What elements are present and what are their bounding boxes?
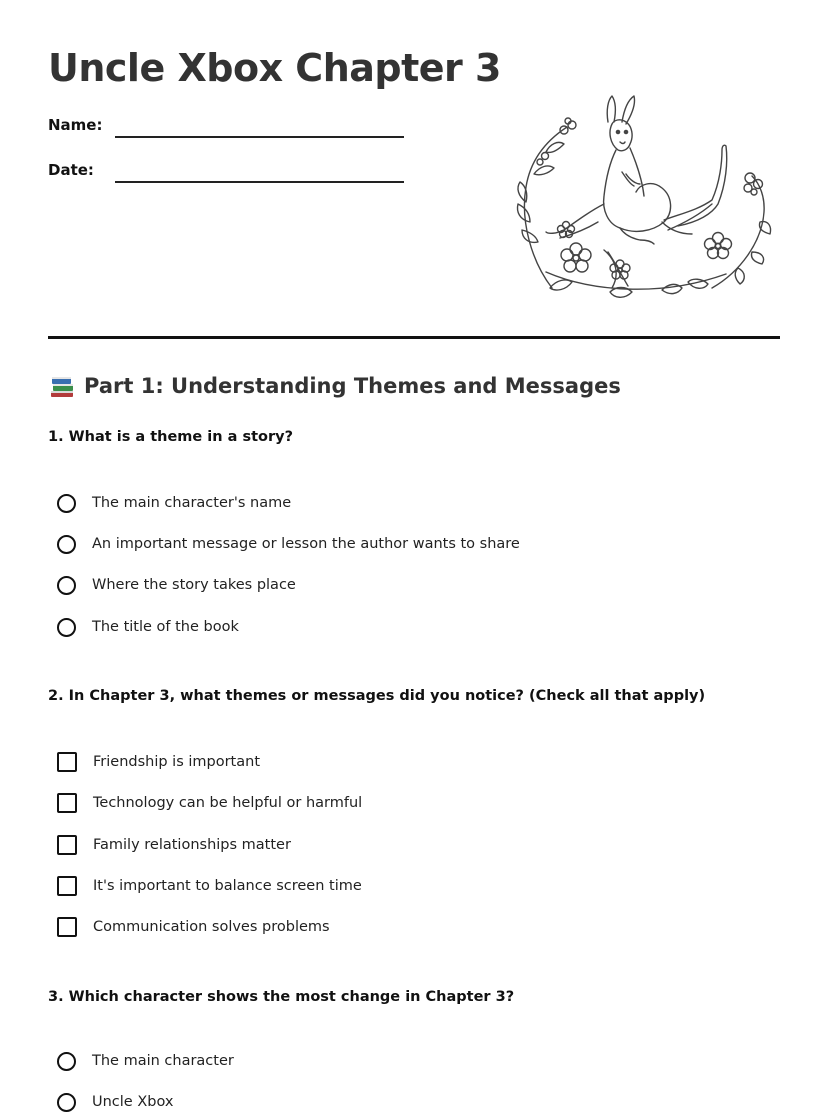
name-label: Name: — [48, 116, 103, 134]
name-field-row — [48, 116, 404, 134]
name-input-line[interactable] — [115, 136, 404, 138]
question-2-option-2[interactable] — [57, 790, 362, 816]
option-label: Uncle Xbox — [92, 1094, 174, 1110]
option-label: Technology can be helpful or harmful — [93, 795, 363, 811]
part1-heading-text: Part 1: Understanding Themes and Messages — [84, 374, 621, 398]
checkbox[interactable] — [57, 752, 77, 772]
checkbox[interactable] — [57, 917, 77, 937]
question-1-text: 1. What is a theme in a story? — [48, 429, 293, 445]
radio-button[interactable] — [57, 535, 76, 554]
question-3-text: 3. Which character shows the most change in Chapter 3? — [48, 989, 515, 1005]
kangaroo-illustration — [512, 92, 774, 302]
question-2-text: 2. In Chapter 3, what themes or messages did you notice? (Check all that apply) — [48, 688, 706, 704]
radio-button[interactable] — [57, 494, 76, 513]
books-icon — [48, 372, 76, 400]
question-2-option-5[interactable] — [57, 914, 330, 940]
question-1-option-3[interactable] — [57, 572, 296, 598]
option-label: Communication solves problems — [93, 919, 330, 935]
question-1-option-1[interactable] — [57, 490, 291, 516]
radio-button[interactable] — [57, 576, 76, 595]
question-2-option-1[interactable] — [57, 749, 260, 775]
option-label: The main character — [92, 1053, 234, 1069]
question-3-option-1[interactable] — [57, 1048, 234, 1074]
worksheet-title: Uncle Xbox Chapter 3 — [48, 46, 501, 90]
question-2-option-4[interactable] — [57, 873, 362, 899]
checkbox[interactable] — [57, 835, 77, 855]
option-label: The title of the book — [92, 619, 239, 635]
section-divider — [48, 336, 780, 339]
date-input-line[interactable] — [115, 181, 404, 183]
question-2-option-3[interactable] — [57, 832, 291, 858]
radio-button[interactable] — [57, 618, 76, 637]
date-label: Date: — [48, 161, 94, 179]
option-label: An important message or lesson the author wants to share — [92, 536, 520, 552]
radio-button[interactable] — [57, 1093, 76, 1112]
question-1-option-2[interactable] — [57, 531, 520, 557]
checkbox[interactable] — [57, 876, 77, 896]
option-label: The main character's name — [92, 495, 292, 511]
question-3-option-2[interactable] — [57, 1089, 173, 1115]
option-label: It's important to balance screen time — [93, 878, 362, 894]
radio-button[interactable] — [57, 1052, 76, 1071]
question-1-option-4[interactable] — [57, 614, 239, 640]
option-label: Friendship is important — [93, 754, 261, 770]
part1-heading — [48, 372, 621, 400]
option-label: Where the story takes place — [92, 577, 296, 593]
checkbox[interactable] — [57, 793, 77, 813]
date-field-row — [48, 161, 404, 179]
option-label: Family relationships matter — [93, 837, 291, 853]
